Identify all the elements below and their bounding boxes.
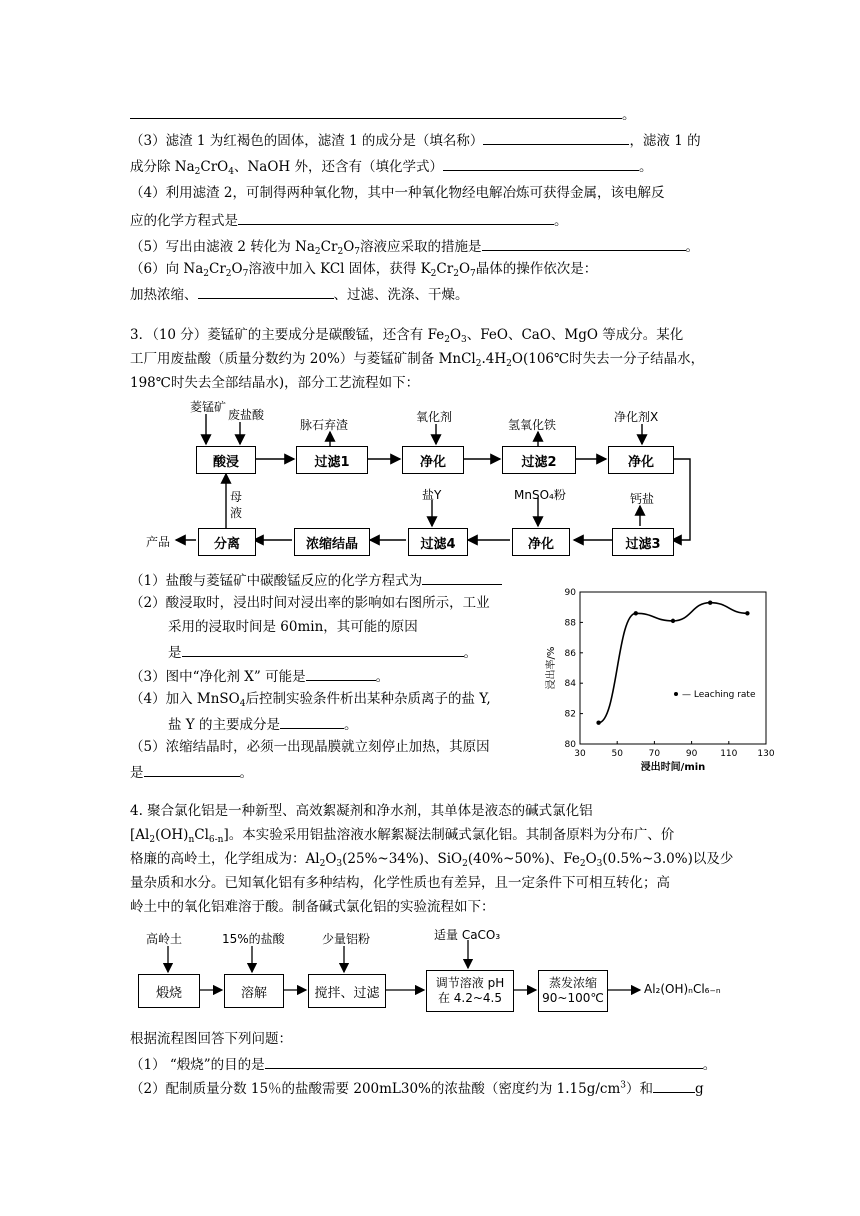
q4-stem-line2: $[Al_2(OH)_nCl_{6-n}]$。本实验采用铝盐溶液水解絮凝法制碱式氯化铝。其制备原料为分布广、价 xyxy=(130,827,675,845)
label-rhodochrosite: 菱锰矿 xyxy=(190,400,227,414)
q3-s4-line2: 盐 Y 的主要成分是 。 xyxy=(168,714,358,734)
x-tick-label: 70 xyxy=(648,749,661,759)
q3-s4-line1: （4）加入 MnSO$_4$后控制实验条件析出某种杂质离子的盐 Y, xyxy=(130,691,491,709)
q2-part6-line1: （6）向 $Na_2Cr_2O_7$溶液中加入 KCl 固体，获得 $K_2Cr_2O_7$晶体的操作依次是： xyxy=(130,261,598,279)
y-tick-label: 88 xyxy=(564,618,576,629)
label-mother-2: 液 xyxy=(230,506,243,520)
label-salt-y: 盐Y xyxy=(422,488,442,502)
flow-box-filter4: 过滤4 xyxy=(408,528,468,556)
x-tick-label: 30 xyxy=(574,749,586,759)
label-product: 产品 xyxy=(146,535,171,549)
adjust-ph-line1: 调节溶液 pH xyxy=(435,976,505,990)
evaporate-line1: 蒸发浓缩 xyxy=(548,976,597,990)
y-tick-label: 80 xyxy=(564,740,576,750)
label-q4-product: Al₂(OH)ₙCl₆₋ₙ xyxy=(644,982,721,996)
label-iron-hydroxide: 氢氧化铁 xyxy=(508,418,557,432)
x-tick-label: 90 xyxy=(685,749,698,759)
flow-box-separate: 分离 xyxy=(198,528,256,556)
flow-box-acid-leach: 酸浸 xyxy=(196,446,256,474)
q3-s3: （3）图中“净化剂 X” 可能是 。 xyxy=(130,666,389,686)
flow-box-filter3: 过滤3 xyxy=(612,528,674,556)
q2-part6-line2: 加热浓缩、 、过滤、洗涤、干燥。 xyxy=(130,284,469,304)
flow-box-crystallize: 浓缩结晶 xyxy=(294,528,370,556)
q2-part4-line2: 应的化学方程式是 。 xyxy=(130,210,568,230)
legend-label: — Leaching rate xyxy=(682,690,756,700)
q4-r0: 根据流程图回答下列问题： xyxy=(130,1031,292,1047)
flow4-box-dissolve: 溶解 xyxy=(224,974,284,1008)
label-oxidant: 氧化剂 xyxy=(416,410,453,424)
q3-s2-line2: 采用的浸取时间是 60min，其可能的原因 xyxy=(168,619,418,635)
q4-stem-line1: 4. 聚合氯化铝是一种新型、高效絮凝剂和净水剂，其单体是液态的碱式氯化铝 xyxy=(130,803,593,819)
x-tick-label: 50 xyxy=(611,749,623,759)
label-mother-1: 母 xyxy=(230,490,243,504)
flow-box-purify3: 净化 xyxy=(512,528,570,556)
flow4-box-stir-filter: 搅拌、过滤 xyxy=(308,974,386,1008)
label-mnso4-powder: MnSO₄粉 xyxy=(514,488,566,502)
label-caco3: 适量 CaCO₃ xyxy=(434,928,501,942)
label-al-powder: 少量铝粉 xyxy=(322,932,371,946)
q4-stem-line4: 量杂质和水分。已知氧化铝有多种结构，化学性质也有差异，且一定条件下可相互转化；高 xyxy=(130,875,670,891)
q4-r1: （1） “煅烧”的目的是 。 xyxy=(130,1054,716,1074)
q3-stem-line1: 3．（10 分）菱锰矿的主要成分是碳酸锰，还含有 $Fe_2O_3$、FeO、CaO、MgO 等成分。某化 xyxy=(130,327,684,345)
adjust-ph-line2: 在 4.2~4.5 xyxy=(437,991,503,1005)
label-purifier-x: 净化剂X xyxy=(614,410,659,424)
x-tick-label: 130 xyxy=(757,749,775,759)
x-tick-label: 110 xyxy=(720,749,738,759)
q4-stem-line5: 岭土中的氧化铝难溶于酸。制备碱式氯化铝的实验流程如下： xyxy=(130,899,495,915)
label-gangue: 脉石弃渣 xyxy=(300,418,349,432)
q3-s2-line3: 是 。 xyxy=(168,642,477,662)
y-axis-label: 浸出率/% xyxy=(546,646,557,690)
q4-r2: （2）配制质量分数 15％的盐酸需要 200mL30%的浓盐酸（密度约为 $1.15g/cm^3$）和 g xyxy=(130,1078,704,1098)
label-waste-acid: 废盐酸 xyxy=(228,408,265,422)
flow-box-filter2: 过滤2 xyxy=(502,446,576,474)
answer-line: 。 xyxy=(130,104,636,124)
q2-part3-line1: （3）滤渣 1 为红褐色的固体，滤渣 1 的成分是（填名称） ，滤液 1 的 xyxy=(130,130,701,150)
q3-s2-line1: （2）酸浸取时，浸出时间对浸出率的影响如右图所示，工业 xyxy=(130,595,490,611)
q2-part4-line1: （4）利用滤渣 2，可制得两种氧化物，其中一种氧化物经电解冶炼可获得金属，该电解反 xyxy=(130,185,665,201)
y-tick-label: 84 xyxy=(564,679,576,690)
q2-part3-line2: 成分除 $Na_2CrO_4$、NaOH 外，还含有（填化学式） 。 xyxy=(130,156,652,176)
q3-stem-line3: 198℃时失去全部结晶水)，部分工艺流程如下： xyxy=(130,375,420,391)
flow-box-purify1: 净化 xyxy=(402,446,464,474)
flow4-box-calcine: 煅烧 xyxy=(138,974,200,1008)
q3-s5-line1: （5）浓缩结晶时，必须一出现晶膜就立刻停止加热，其原因 xyxy=(130,739,490,755)
q3-s1: （1）盐酸与菱锰矿中碳酸锰反应的化学方程式为 xyxy=(130,570,502,590)
flow-box-purify2: 净化 xyxy=(608,446,674,474)
y-tick-label: 90 xyxy=(564,588,576,598)
q2-part5: （5）写出由滤液 2 转化为 $Na_2Cr_2O_7$溶液应采取的措施是 。 xyxy=(130,236,699,256)
label-hcl-15: 15%的盐酸 xyxy=(222,932,285,946)
label-kaolin: 高岭土 xyxy=(146,932,183,946)
q3-s5-line2: 是 。 xyxy=(130,762,253,782)
flow4-box-adjust-ph xyxy=(426,970,514,1012)
flow4-box-evaporate xyxy=(538,970,608,1012)
flow-box-filter1: 过滤1 xyxy=(296,446,368,474)
evaporate-line2: 90~100℃ xyxy=(542,991,604,1005)
y-tick-label: 86 xyxy=(564,648,576,659)
q4-stem-line3: 格廉的高岭土，化学组成为：$Al_2O_3(25\%\sim 34\%)$、SiO$_2$(40%~50%)、$Fe_2O_3(0.5\%\sim 3.0\%)$以及少 xyxy=(130,851,734,869)
label-calcium-salt: 钙盐 xyxy=(630,492,655,506)
q3-stem-line2: 工厂用废盐酸（质量分数约为 20%）与菱锰矿制备 $MnCl_2.4H_2O(106℃$时失去一分子结晶水， xyxy=(130,351,705,369)
x-axis-label: 浸出时间/min xyxy=(640,762,706,773)
y-tick-label: 82 xyxy=(564,709,576,720)
